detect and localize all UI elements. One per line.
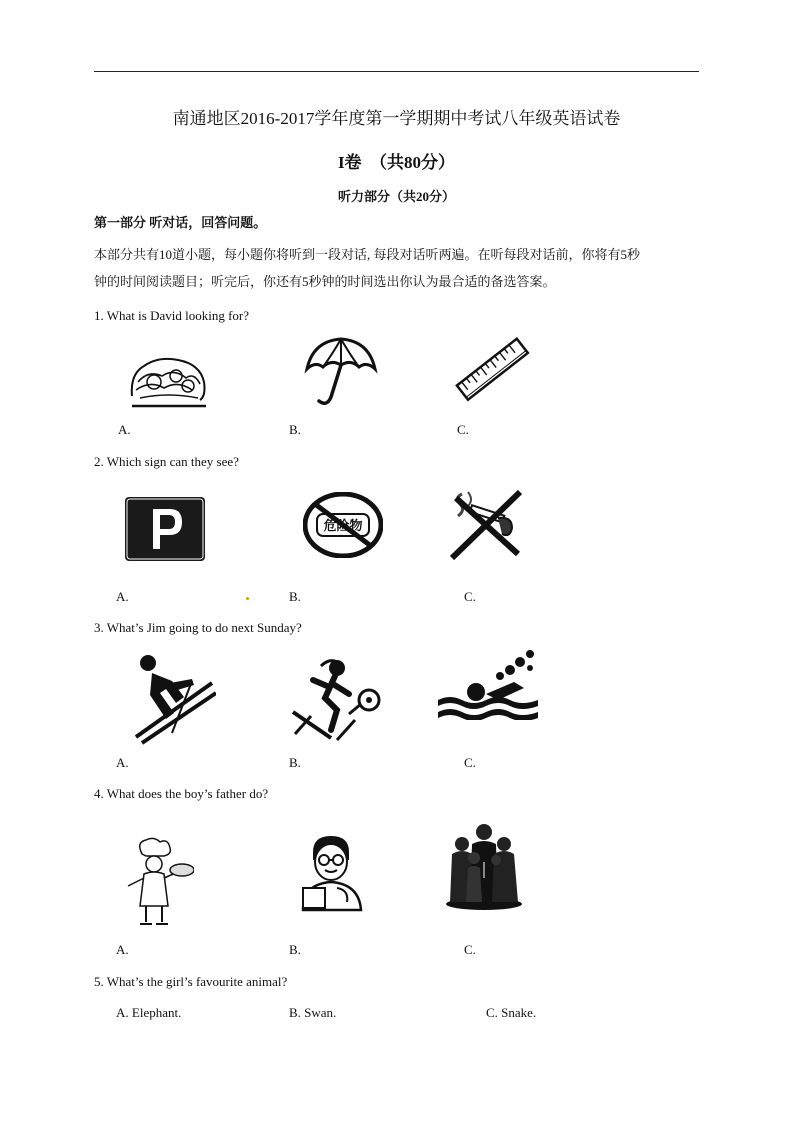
skiing-icon xyxy=(132,653,216,745)
question-3-option-a[interactable]: A. xyxy=(116,755,129,770)
umbrella-icon xyxy=(303,335,379,407)
part-heading: 第一部分 听对话，回答问题。 xyxy=(94,215,267,230)
instructions xyxy=(94,241,704,295)
question-5: 5. What’s the girl’s favourite animal? xyxy=(94,974,288,989)
exam-title: 南通地区2016-2017学年度第一学期期中考试八年级英语试卷 xyxy=(172,109,621,128)
question-5-option-b[interactable]: B. Swan. xyxy=(289,1005,337,1020)
question-4-option-c[interactable]: C. xyxy=(464,942,476,957)
ruler-icon xyxy=(455,334,531,406)
cycling-icon xyxy=(291,654,385,742)
question-4-option-a[interactable]: A. xyxy=(116,942,129,957)
hat-icon xyxy=(128,352,208,410)
question-1-option-a[interactable]: A. xyxy=(118,422,131,437)
no-smoking-sign-icon xyxy=(448,488,524,560)
question-5-option-c[interactable]: C. Snake. xyxy=(486,1005,537,1020)
question-1: 1. What is David looking for? xyxy=(94,308,250,323)
question-3: 3. What’s Jim going to do next Sunday? xyxy=(94,620,302,635)
question-3-option-b[interactable]: B. xyxy=(289,755,301,770)
question-4-option-b[interactable]: B. xyxy=(289,942,301,957)
no-dangerous-goods-sign-icon xyxy=(303,492,383,558)
question-2-option-b[interactable]: B. xyxy=(289,589,301,604)
question-2-option-c[interactable]: C. xyxy=(464,589,476,604)
parking-sign-icon xyxy=(124,496,206,562)
instructions-line-1: 本部分共有10道小题，每小题你将听到一段对话, 每段对话听两遍。在听每段对话前，你将有5秒 xyxy=(94,247,641,262)
cook-icon xyxy=(122,836,194,928)
section-title: 听力部分（共20分） xyxy=(337,189,455,204)
question-3-option-c[interactable]: C. xyxy=(464,755,476,770)
question-5-option-a[interactable]: A. Elephant. xyxy=(116,1005,182,1020)
svg-text:危险物: 危险物 xyxy=(323,519,363,534)
volume-title: I卷 （共80分） xyxy=(337,153,456,172)
question-4: 4. What does the boy’s father do? xyxy=(94,786,269,801)
question-1-option-b[interactable]: B. xyxy=(289,422,301,437)
swimming-icon xyxy=(438,646,538,720)
doctor-icon xyxy=(297,832,367,912)
question-2: 2. Which sign can they see? xyxy=(94,454,239,469)
instructions-line-2: 钟的时间阅读题目；听完后，你还有5秒钟的时间选出你认为最合适的备选答案。 xyxy=(94,274,556,289)
police-officers-icon xyxy=(444,822,524,910)
question-2-option-a[interactable]: A. xyxy=(116,589,129,604)
question-1-option-c[interactable]: C. xyxy=(457,422,469,437)
header-rule xyxy=(94,71,699,72)
stray-dot xyxy=(246,597,249,600)
